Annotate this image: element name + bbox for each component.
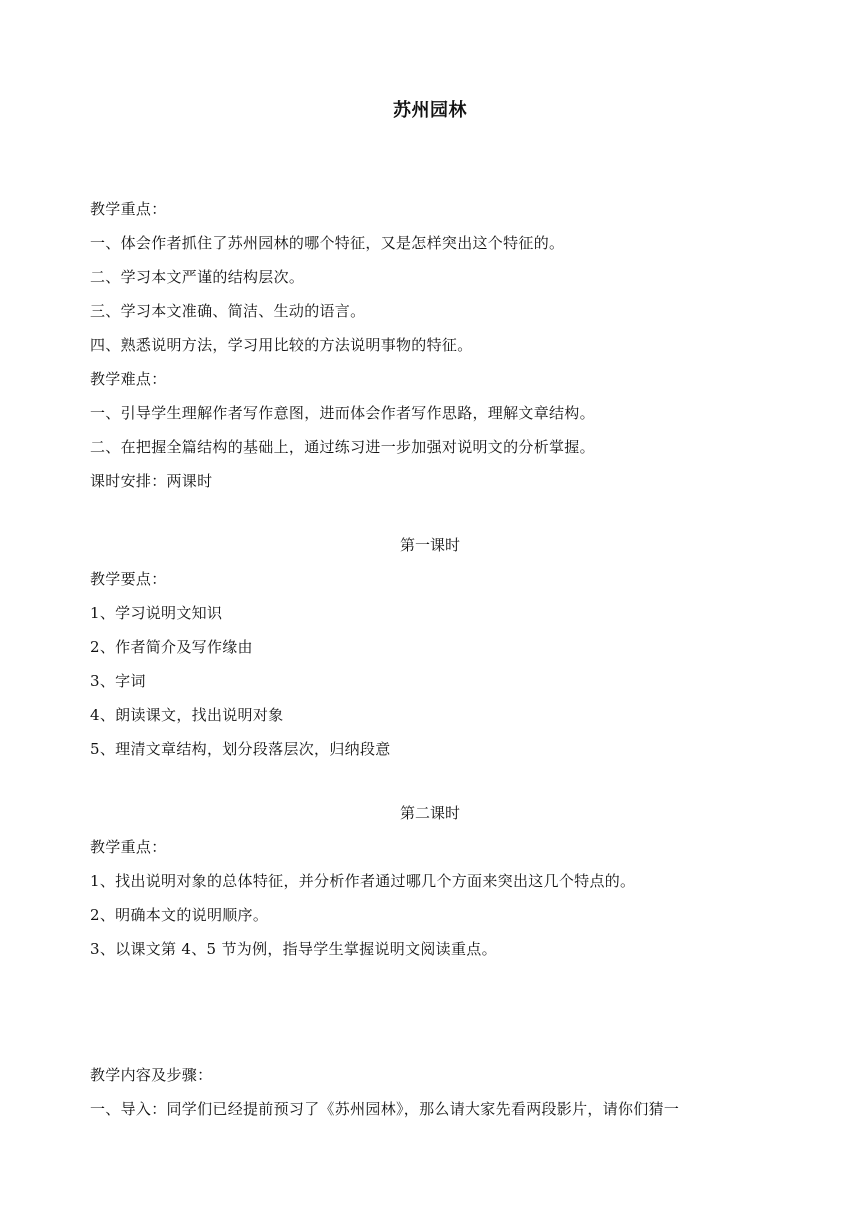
lesson1-item: 4、朗读课文，找出说明对象 bbox=[90, 706, 284, 724]
lesson1-item: 3、字词 bbox=[90, 672, 146, 690]
difficulty-item: 二、在把握全篇结构的基础上，通过练习进一步加强对说明文的分析掌握。 bbox=[90, 438, 595, 456]
lesson1-subheading: 教学要点： bbox=[90, 570, 167, 588]
lesson1-heading: 第一课时 bbox=[399, 536, 460, 554]
lesson2-item: 3、以课文第 4、5 节为例，指导学生掌握说明文阅读重点。 bbox=[90, 940, 497, 958]
lesson2-subheading: 教学重点： bbox=[90, 838, 167, 856]
lesson2-item: 2、明确本文的说明顺序。 bbox=[90, 906, 269, 924]
lesson1-item: 5、理清文章结构，划分段落层次，归纳段意 bbox=[90, 740, 391, 758]
document-title: 苏州园林 bbox=[393, 100, 467, 121]
steps-item: 一、导入：同学们已经提前预习了《苏州园林》，那么请大家先看两段影片，请你们猜一 bbox=[90, 1100, 680, 1118]
focus-item: 三、学习本文准确、简洁、生动的语言。 bbox=[90, 302, 366, 320]
focus-heading: 教学重点： bbox=[90, 200, 167, 218]
lesson2-item: 1、找出说明对象的总体特征，并分析作者通过哪几个方面来突出这几个特点的。 bbox=[90, 872, 636, 890]
steps-heading: 教学内容及步骤： bbox=[90, 1066, 213, 1084]
lesson2-heading: 第二课时 bbox=[399, 804, 460, 822]
difficulty-item: 一、引导学生理解作者写作意图，进而体会作者写作思路，理解文章结构。 bbox=[90, 404, 595, 422]
focus-item: 四、熟悉说明方法，学习用比较的方法说明事物的特征。 bbox=[90, 336, 473, 354]
focus-item: 二、学习本文严谨的结构层次。 bbox=[90, 268, 305, 286]
lesson1-item: 1、学习说明文知识 bbox=[90, 604, 223, 622]
focus-item: 一、体会作者抓住了苏州园林的哪个特征，又是怎样突出这个特征的。 bbox=[90, 234, 565, 252]
lesson1-item: 2、作者简介及写作缘由 bbox=[90, 638, 253, 656]
schedule-line: 课时安排：两课时 bbox=[90, 472, 213, 490]
difficulty-heading: 教学难点： bbox=[90, 370, 167, 388]
